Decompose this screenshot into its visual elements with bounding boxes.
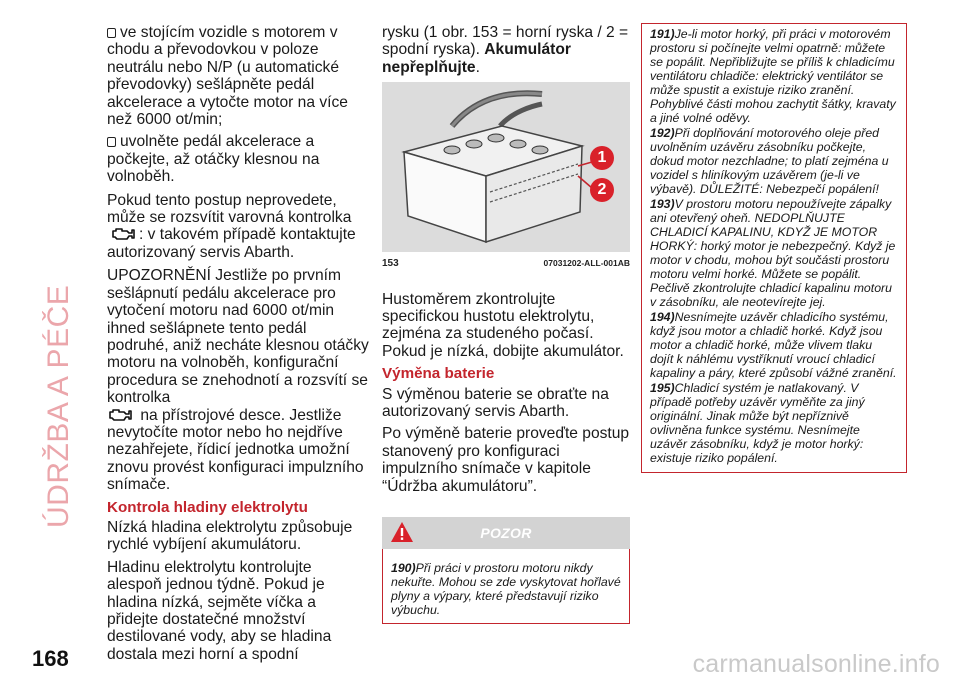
warning-box-190 (382, 549, 630, 624)
warning-item-194 (650, 310, 898, 380)
section-side-title (40, 28, 76, 528)
paragraph-text: na přístrojové desce. Jestliže nevytočíte motor nebo ho nejdříve nezahřejete, řídicí jednotka umožní znovu provést konfiguraci impulzního snímače. (107, 406, 364, 494)
engine-warning-light-icon (110, 227, 136, 241)
checkbox-bullet-icon (107, 137, 116, 147)
step-bullet-1 (107, 24, 369, 128)
warning-text: Při práci v prostoru motoru nikdy nekuřte. Mohou se zde vyskytovat hořlavé plyny a výpary, které představují riziko výbuchu. (391, 561, 621, 618)
warning-label: POZOR (480, 525, 532, 542)
side-title-text: ÚDRŽBA A PÉČE (42, 284, 75, 528)
paragraph: Hladinu elektrolytu kontrolujte alespoň jednou týdně. Pokud je hladina nízká, sejměte víčka a přidejte dostatečné množství destilované vody, aby se hladina dostala mezi horní a spodní (107, 558, 332, 663)
paragraph: Nízká hladina elektrolytu způsobuje rychlé vybíjení akumulátoru. (107, 518, 353, 554)
engine-warning-light-icon (107, 408, 133, 422)
battery-illustration (382, 82, 630, 252)
paragraph-note (107, 267, 369, 493)
page-number: 168 (32, 646, 69, 671)
warning-number: 191) (650, 27, 675, 41)
paragraph-text: rysku (1 obr. 153 = horní ryska / 2 = spodní ryska). (382, 24, 629, 59)
heading-battery-replacement: Výměna baterie (382, 365, 495, 383)
column-middle (382, 24, 630, 624)
warning-list-box (641, 23, 907, 473)
warning-item-191 (650, 27, 898, 125)
heading-electrolyte-level: Kontrola hladiny elektrolytu (107, 498, 308, 516)
warning-number: 193) (650, 197, 675, 211)
warning-text: V prostoru motoru nepoužívejte zápalky ani otevřený oheň. NEDOPLŇUJTE CHLADICÍ KAPALINU, KDYŽ JE MOTOR HORKÝ: horký motor je nebezpečný. Když je motor v chodu, mohou být součásti prostoru motoru velmi horké. Můžete se popálit. Pečlivě zkontrolujte chladicí kapalinu motoru v zásobníku, ale neotevírejte jej. (650, 197, 896, 309)
callout-2: 2 (590, 178, 614, 202)
paragraph: Po výměně baterie proveďte postup stanovený pro konfiguraci impulzního snímače v kapitole “Údržba akumulátoru”. (382, 425, 630, 495)
warning-item-192 (650, 126, 898, 196)
watermark: carmanualsonline.info (692, 650, 940, 678)
paragraph: Hustoměrem zkontrolujte specifickou hustotu elektrolytu, zejména za studeného počasí. Pokud je nízká, dobijte akumulátor. (382, 290, 624, 360)
warning-item-195 (650, 381, 898, 465)
warning-number: 192) (650, 126, 675, 140)
warning-number: 195) (650, 381, 675, 395)
warning-text: Nesnímejte uzávěr chladicího systému, když jsou motor a chladič horké. Když jsou motor a chladič horké, může vlivem tlaku dojít k náhlému vystříknutí vroucí chladicí kapaliny a páry, které způsobí vážné zranění. (650, 310, 897, 380)
paragraph-text: UPOZORNĚNÍ Jestliže po prvním sešlápnutí pedálu akcelerace pro vytočení motoru nad 6000 ot/min ihned sešlápnete tento pedál podruhé, aniž necháte klesnou otáčky motoru na volnoběh, konfigurační procedura se znehodnotí a rozsvítí se kontrolka (107, 267, 369, 407)
warning-text: Je-li motor horký, při práci v motorovém prostoru si počínejte velmi opatrně: můžete se popálit. Nepřibližujte se příliš k chladicímu ventilátoru chladiče: elektrický ventilátor se může spustit a existuje riziko zranění. Pohyblivé části mohou zachytit šátky, kravaty a jiné volné oděvy. (650, 27, 896, 125)
step-bullet-2 (107, 133, 369, 185)
warning-number: 194) (650, 310, 675, 324)
figure-number: 153 (382, 258, 399, 270)
warning-number: 190) (391, 561, 416, 576)
figure-caption (382, 255, 630, 272)
paragraph-warning-light (107, 192, 369, 262)
paragraph-text: : v takovém případě kontaktujte autorizovaný servis Abarth. (107, 226, 356, 261)
emphasis-text: Akumulátor nepřeplňujte (382, 41, 571, 76)
checkbox-bullet-icon (107, 28, 116, 38)
callout-1: 1 (590, 146, 614, 170)
warning-text: Chladicí systém je natlakovaný. V případě potřeby uzávěr vyměňte za jiný originální. Jinak může být nepříznivě ovlivněna funkce systému. Nesnímejte uzávěr zásobníku, když je motor horký: existuje riziko popálení. (650, 381, 865, 465)
figure-code: 07031202-ALL-001AB (543, 258, 630, 269)
paragraph: S výměnou baterie se obraťte na autorizovaný servis Abarth. (382, 385, 609, 421)
paragraph-marks (382, 24, 630, 76)
column-right (641, 24, 907, 473)
battery-figure (382, 82, 630, 252)
paragraph-text: Pokud tento postup neprovedete, může se rozsvítit varovná kontrolka (107, 191, 352, 227)
column-left (107, 24, 369, 668)
paragraph-text: . (475, 58, 480, 76)
warning-text: Při doplňování motorového oleje před uvolněním uzávěru zásobníku počkejte, dokud motor nezchladne; to platí zejména u vozidel s hliníkovým uzávěrem (je-li ve výbavě). DŮLEŽITÉ: Nebezpečí popálení! (650, 126, 889, 196)
warning-item-193 (650, 197, 898, 309)
bullet-text: uvolněte pedál akcelerace a počkejte, až otáčky klesnou na volnoběh. (107, 133, 320, 186)
bullet-text: ve stojícím vozidle s motorem v chodu a převodovkou v poloze neutrálu nebo N/P (u automatické převodovky) sešlápněte pedál akcelerace a vytočte motor na více než 6000 ot/min; (107, 24, 348, 129)
warning-header-bar (382, 517, 630, 549)
